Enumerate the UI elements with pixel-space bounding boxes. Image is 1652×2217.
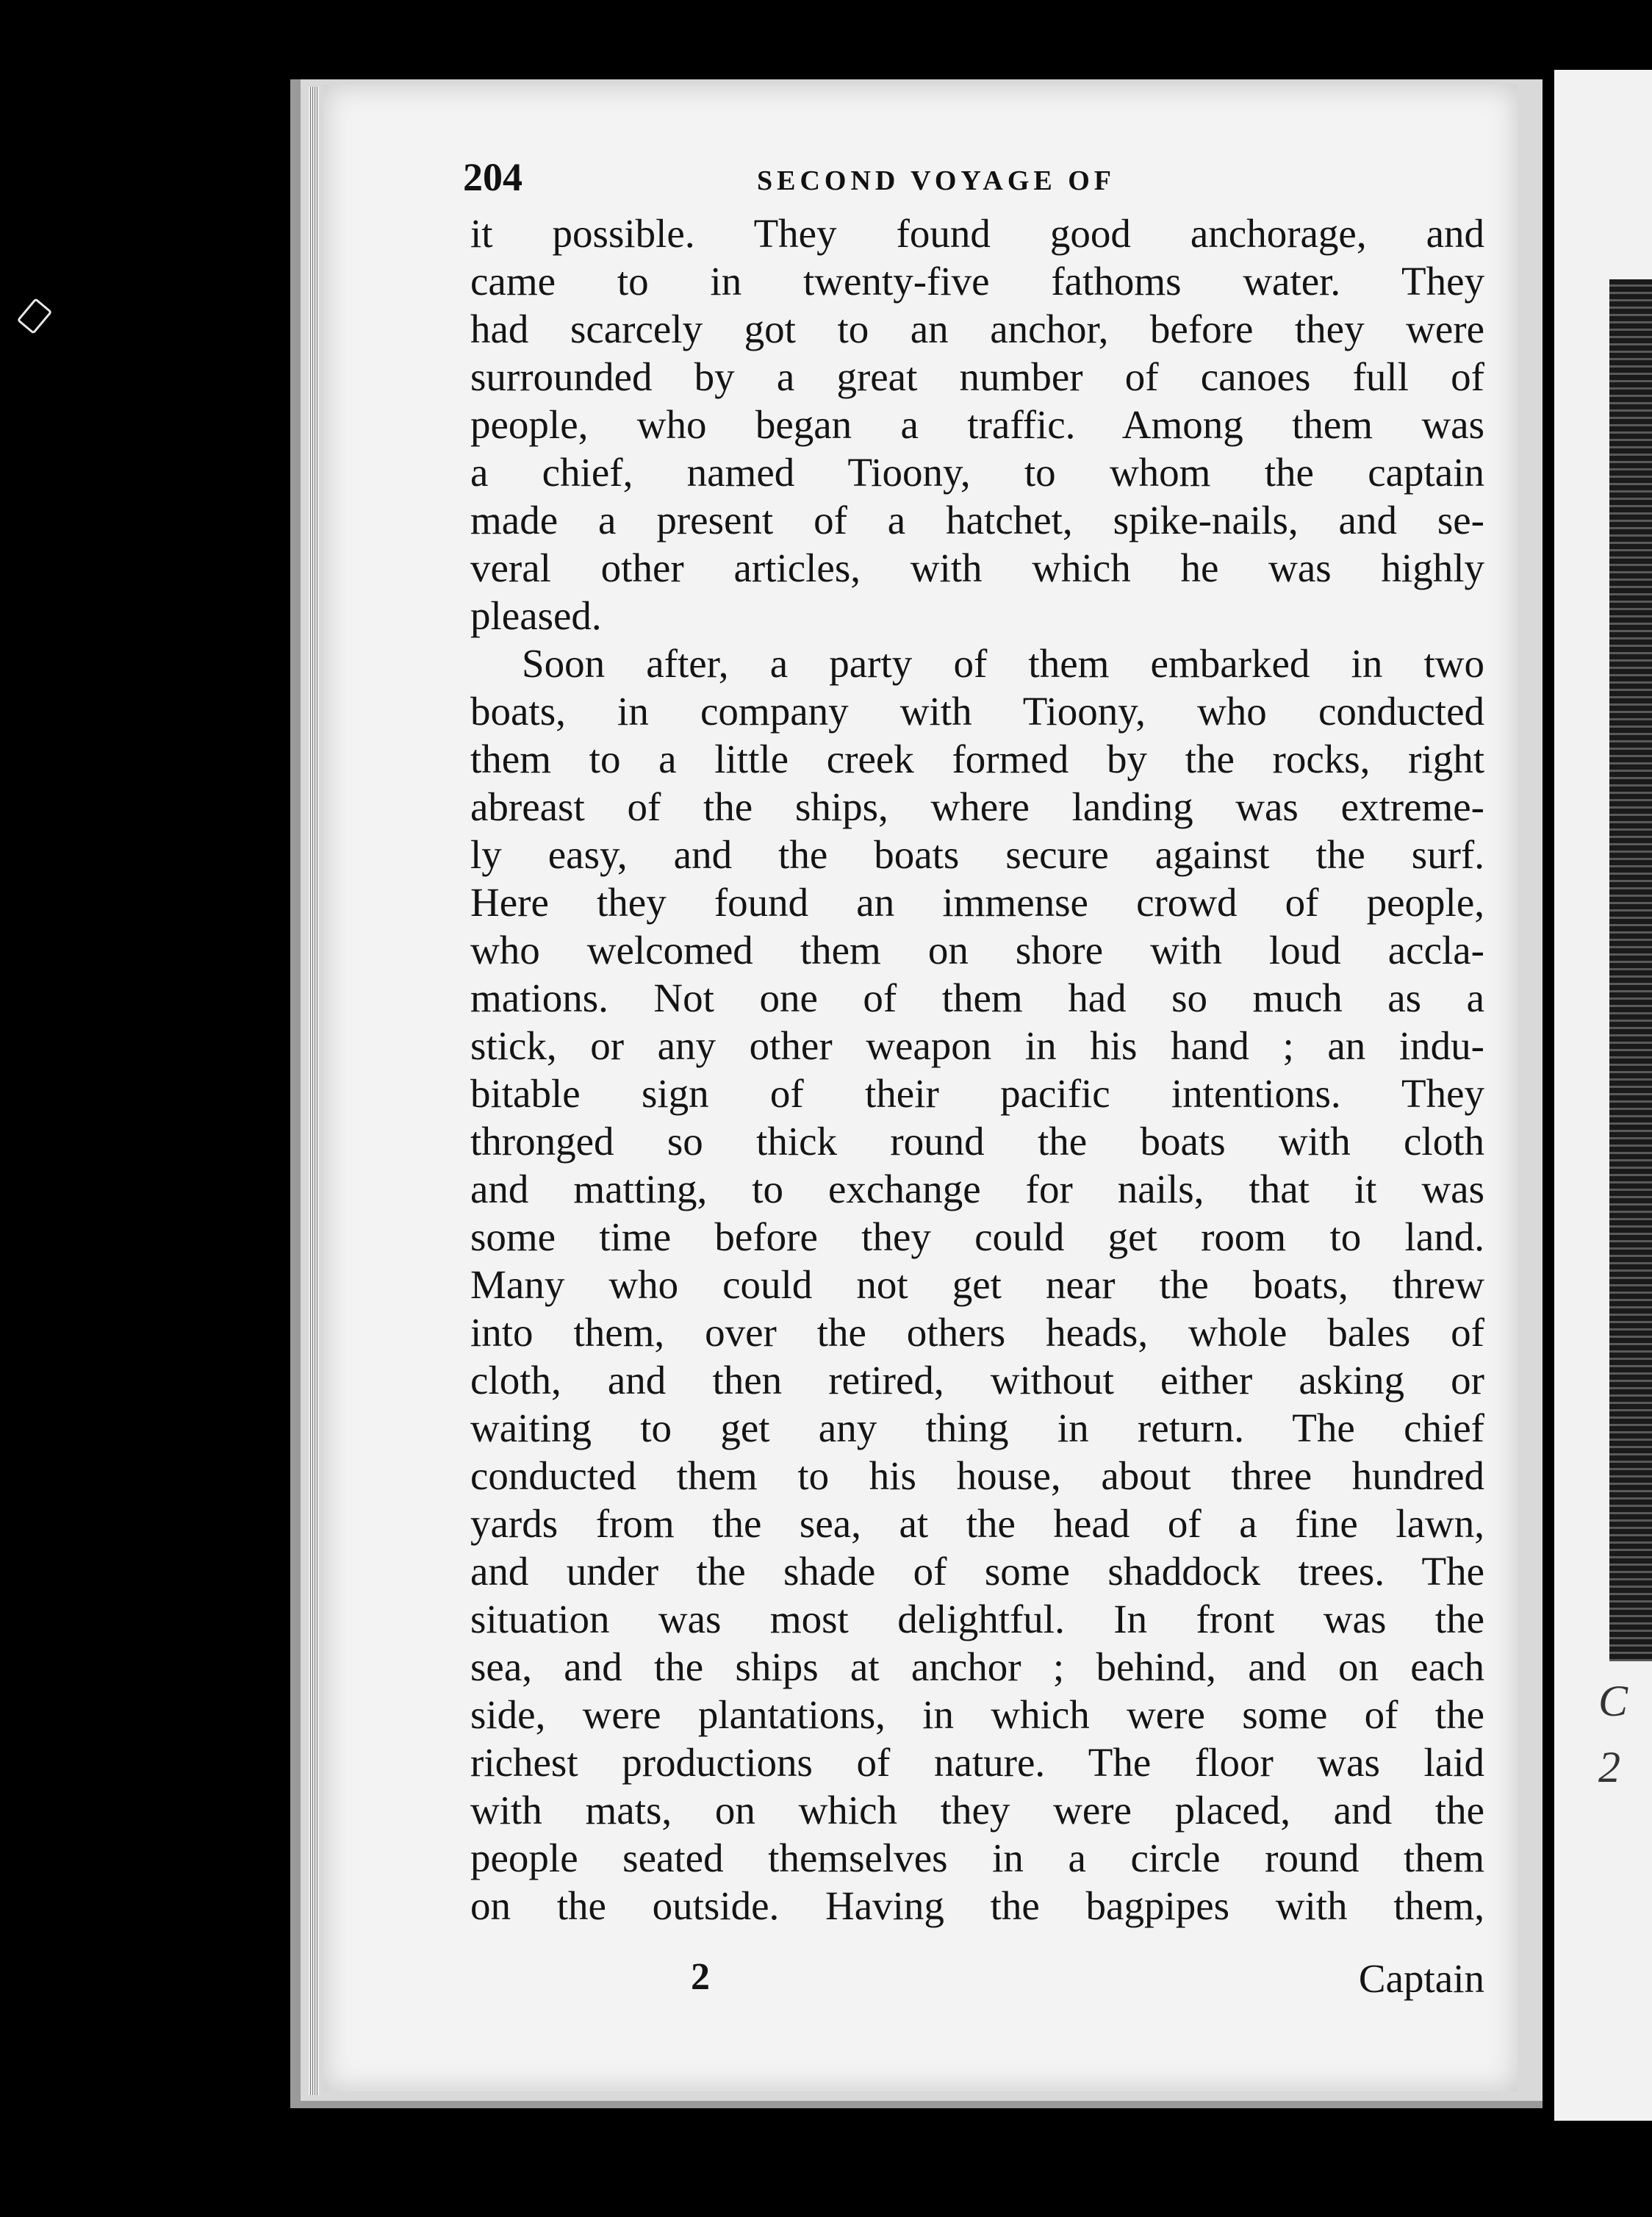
text-line: ly easy, and the boats secure against the surf. xyxy=(470,832,1484,877)
text-line: people seated themselves in a circle round them xyxy=(470,1835,1484,1880)
text-line: Here they found an immense crowd of people, xyxy=(470,880,1484,925)
text-line: veral other articles, with which he was highly xyxy=(470,545,1484,590)
text-line: who welcomed them on shore with loud accla- xyxy=(470,928,1484,973)
text-line: waiting to get any thing in return. The chief xyxy=(470,1405,1484,1450)
text-line: them to a little creek formed by the rocks, right xyxy=(470,737,1484,781)
page-number: 204 xyxy=(463,155,522,199)
text-line: pleased. xyxy=(470,593,602,638)
text-line: boats, in company with Tioony, who conducted xyxy=(470,689,1484,734)
text-line: with mats, on which they were placed, and the xyxy=(470,1788,1484,1833)
text-line: abreast of the ships, where landing was extreme- xyxy=(470,784,1484,829)
body-text xyxy=(470,209,1484,1930)
text-line: and under the shade of some shaddock trees. The xyxy=(470,1549,1484,1594)
text-line: it possible. They found good anchorage, and xyxy=(470,211,1484,256)
catchword: Captain xyxy=(1358,1956,1484,2001)
facing-page-script-mark: C xyxy=(1598,1677,1628,1725)
text-line: into them, over the others heads, whole bales of xyxy=(470,1310,1484,1355)
text-line: Soon after, a party of them embarked in two xyxy=(522,641,1484,686)
text-line: a chief, named Tioony, to whom the captain xyxy=(470,450,1484,495)
text-line: conducted them to his house, about three hundred xyxy=(470,1453,1484,1498)
text-line: side, were plantations, in which were some of the xyxy=(470,1692,1484,1737)
text-line: thronged so thick round the boats with cloth xyxy=(470,1119,1484,1164)
text-line: cloth, and then retired, without either asking or xyxy=(470,1358,1484,1403)
facing-page-script-mark: 2 xyxy=(1598,1743,1620,1791)
running-head-title: SECOND VOYAGE OF xyxy=(757,165,1116,196)
facing-page-plate xyxy=(1609,279,1652,1661)
text-line: mations. Not one of them had so much as a xyxy=(470,975,1484,1020)
signature-mark: 2 xyxy=(691,1956,710,1998)
text-line: richest productions of nature. The floor was laid xyxy=(470,1740,1484,1785)
text-line: Many who could not get near the boats, threw xyxy=(470,1262,1484,1307)
text-line: and matting, to exchange for nails, that it was xyxy=(470,1167,1484,1211)
text-line: situation was most delightful. In front was the xyxy=(470,1597,1484,1641)
text-line: surrounded by a great number of canoes full of xyxy=(470,354,1484,399)
page-footer xyxy=(470,1955,1484,2007)
running-head xyxy=(463,154,1492,213)
page-fore-edge xyxy=(309,87,319,2095)
text-line: on the outside. Having the bagpipes with them, xyxy=(470,1883,1484,1928)
text-line: came to in twenty-five fathoms water. They xyxy=(470,259,1484,304)
text-line: people, who began a traffic. Among them was xyxy=(470,402,1484,447)
text-line: stick, or any other weapon in his hand ; an indu- xyxy=(470,1023,1484,1068)
text-line: made a present of a hatchet, spike-nails, and se- xyxy=(470,498,1484,542)
text-line: yards from the sea, at the head of a fine lawn, xyxy=(470,1501,1484,1546)
text-line: had scarcely got to an anchor, before they were xyxy=(470,307,1484,351)
text-line: bitable sign of their pacific intentions. They xyxy=(470,1071,1484,1116)
text-line: some time before they could get room to land. xyxy=(470,1214,1484,1259)
margin-mark xyxy=(17,298,53,334)
text-line: sea, and the ships at anchor ; behind, and on each xyxy=(470,1644,1484,1689)
